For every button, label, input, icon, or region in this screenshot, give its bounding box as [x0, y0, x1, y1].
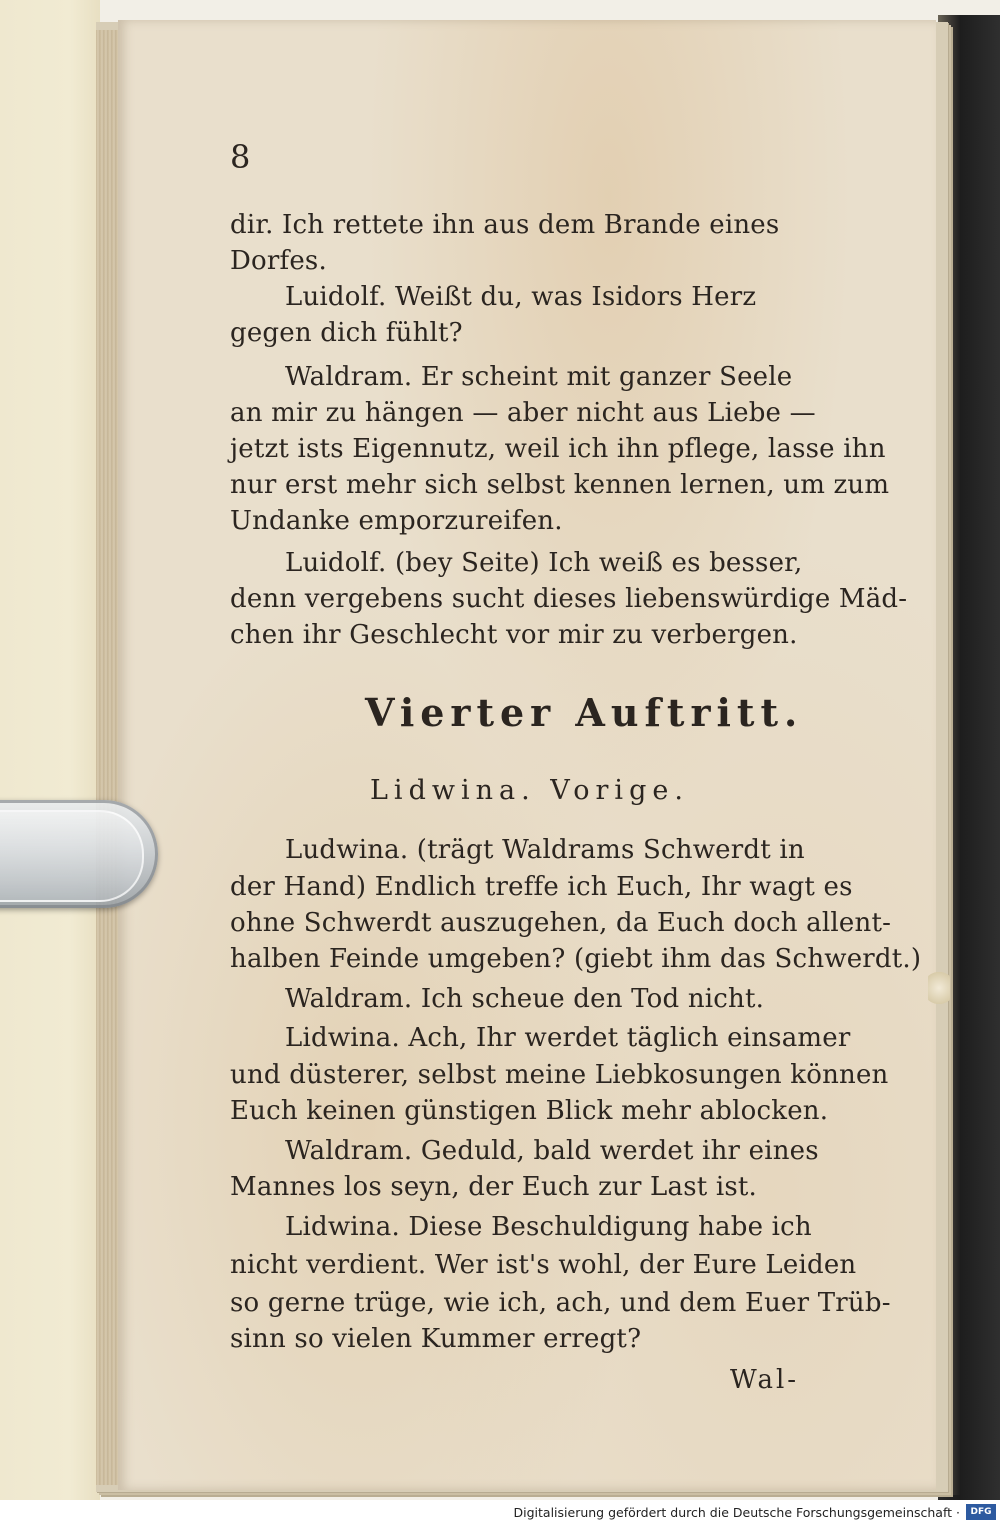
text-line: sinn so vielen Kummer erregt? [230, 1324, 642, 1354]
text-line: Waldram. Er scheint mit ganzer Seele [285, 362, 793, 392]
text-line: Dorfes. [230, 246, 327, 276]
catchword: Wal- [730, 1365, 800, 1395]
text-line: und düsterer, selbst meine Liebkosungen können [230, 1060, 889, 1090]
funding-credit: Digitalisierung gefördert durch die Deutsche Forschungsgemeinschaft · [513, 1505, 960, 1520]
scene-heading: Vierter Auftritt. [365, 690, 804, 735]
text-line: dir. Ich rettete ihn aus dem Brande eines [230, 210, 780, 240]
left-margin [0, 0, 100, 1500]
binding-thread [928, 968, 950, 1008]
dfg-logo-icon: DFG [966, 1504, 996, 1520]
page-clamp [0, 800, 158, 908]
text-line: Lidwina. Diese Beschuldigung habe ich [285, 1212, 812, 1242]
text-line: so gerne trüge, wie ich, ach, und dem Euer Trüb- [230, 1288, 891, 1318]
text-line: ohne Schwerdt auszugehen, da Euch doch allent- [230, 908, 892, 938]
text-line: Mannes los seyn, der Euch zur Last ist. [230, 1172, 758, 1202]
page-clamp-highlight [0, 810, 144, 902]
text-line: Ludwina. (trägt Waldrams Schwerdt in [285, 835, 805, 865]
text-line: nicht verdient. Wer ist's wohl, der Eure Leiden [230, 1250, 857, 1280]
page-gutter [96, 30, 120, 1485]
text-line: nur erst mehr sich selbst kennen lernen, um zum [230, 470, 890, 500]
text-line: denn vergebens sucht dieses liebenswürdige Mäd- [230, 584, 908, 614]
scene-characters: Lidwina. Vorige. [370, 775, 689, 806]
text-line: Undanke emporzureifen. [230, 506, 563, 536]
text-line: Luidolf. (bey Seite) Ich weiß es besser, [285, 548, 803, 578]
footer-bar [0, 1500, 1000, 1525]
text-line: der Hand) Endlich treffe ich Euch, Ihr wagt es [230, 872, 853, 902]
text-line: jetzt ists Eigennutz, weil ich ihn pflege, lasse ihn [230, 434, 886, 464]
text-line: Luidolf. Weißt du, was Isidors Herz [285, 282, 757, 312]
text-line: chen ihr Geschlecht vor mir zu verbergen. [230, 620, 798, 650]
text-line: halben Feinde umgeben? (giebt ihm das Schwerdt.) [230, 944, 922, 974]
page-number: 8 [230, 138, 251, 176]
text-line: Lidwina. Ach, Ihr werdet täglich einsamer [285, 1023, 851, 1053]
text-line: Euch keinen günstigen Blick mehr ablocken. [230, 1096, 829, 1126]
text-line: Waldram. Ich scheue den Tod nicht. [285, 984, 765, 1014]
text-line: an mir zu hängen — aber nicht aus Liebe — [230, 398, 816, 428]
text-line: Waldram. Geduld, bald werdet ihr eines [285, 1136, 819, 1166]
text-line: gegen dich fühlt? [230, 318, 463, 348]
